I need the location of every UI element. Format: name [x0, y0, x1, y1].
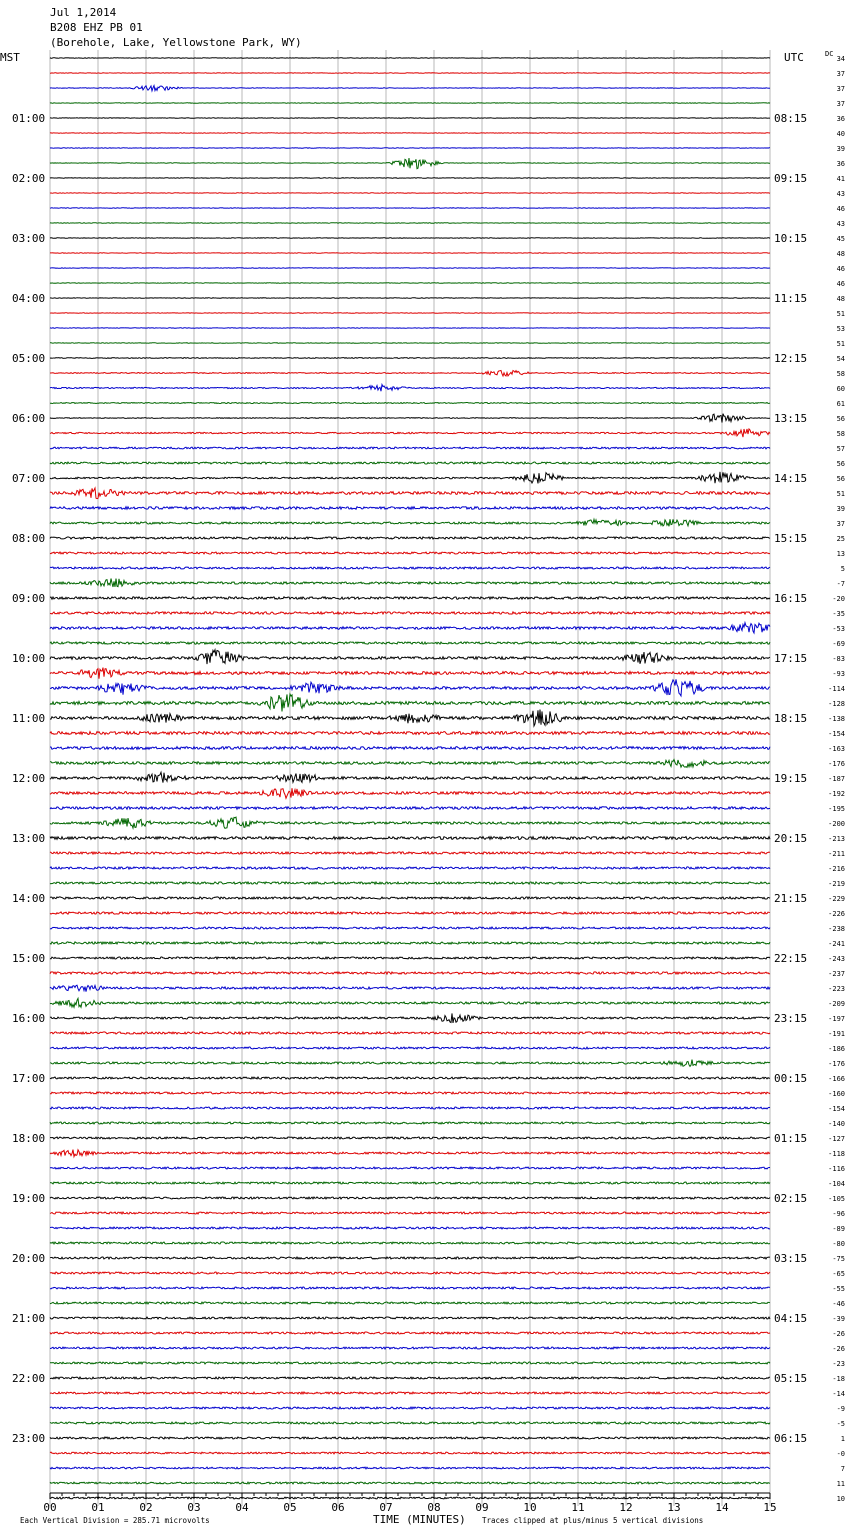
dc-offset-label: -213 [828, 835, 845, 843]
hour-label-utc: 18:15 [774, 712, 808, 725]
trace-row [50, 1407, 770, 1409]
dc-offset-label: 5 [840, 565, 845, 573]
dc-offset-label: 54 [836, 355, 845, 363]
hour-label-utc: 13:15 [774, 412, 808, 425]
trace-row [50, 519, 770, 526]
dc-offset-label: -116 [828, 1165, 845, 1173]
header-location: (Borehole, Lake, Yellowstone Park, WY) [50, 36, 302, 49]
hour-label-mst: 10:00 [12, 652, 46, 665]
header-station: B208 EHZ PB 01 [50, 21, 143, 34]
hour-label-mst: 07:00 [12, 472, 46, 485]
dc-offset-label: -200 [828, 820, 845, 828]
dc-offset-label: -104 [828, 1180, 845, 1188]
scale-note: Each Vertical Division = 285.71 microvolts [20, 1516, 210, 1525]
dc-offset-label: 60 [836, 385, 845, 393]
trace-row [50, 403, 770, 404]
trace-row [50, 612, 770, 614]
dc-offset-label: -5 [836, 1420, 845, 1428]
trace-row [50, 597, 770, 599]
dc-label: DC [825, 50, 834, 58]
trace-row [50, 1422, 770, 1424]
trace-row [50, 103, 770, 104]
hour-label-utc: 16:15 [774, 592, 808, 605]
hour-label-mst: 01:00 [12, 112, 46, 125]
dc-offset-label: -26 [832, 1345, 845, 1353]
dc-offset-label: -26 [832, 1330, 845, 1338]
trace-row [50, 1302, 770, 1304]
hour-label-mst: 17:00 [12, 1072, 46, 1085]
trace-row [50, 208, 770, 209]
trace-row [50, 1392, 770, 1394]
hour-label-mst: 16:00 [12, 1012, 46, 1025]
dc-offset-label: -226 [828, 910, 845, 918]
dc-offset-label: -216 [828, 865, 845, 873]
dc-offset-label: 10 [836, 1495, 845, 1503]
trace-row [50, 298, 770, 299]
trace-row [50, 927, 770, 929]
dc-offset-label: 36 [836, 115, 845, 123]
dc-offset-label: -96 [832, 1210, 845, 1218]
hour-label-utc: 21:15 [774, 892, 808, 905]
trace-row [50, 472, 770, 484]
dc-offset-label: 37 [836, 70, 845, 78]
dc-offset-label: -114 [828, 685, 845, 693]
dc-offset-label: -211 [828, 850, 845, 858]
hour-label-utc: 08:15 [774, 112, 808, 125]
hour-label-mst: 15:00 [12, 952, 46, 965]
trace-row [50, 985, 770, 991]
hour-label-utc: 00:15 [774, 1072, 808, 1085]
trace-row [50, 537, 770, 539]
dc-offset-label: -127 [828, 1135, 845, 1143]
trace-row [50, 1482, 770, 1484]
trace-row [50, 1060, 770, 1067]
x-tick-label: 10 [523, 1501, 537, 1514]
trace-row [50, 1107, 770, 1109]
trace-row [50, 1452, 770, 1454]
trace-row [50, 1032, 770, 1034]
dc-offset-label: -209 [828, 1000, 845, 1008]
dc-offset-label: 41 [836, 175, 845, 183]
trace-row [50, 732, 770, 735]
dc-offset-label: 40 [836, 130, 845, 138]
dc-offset-label: -128 [828, 700, 845, 708]
trace-row [50, 1092, 770, 1094]
trace-row [50, 1317, 770, 1319]
hour-label-utc: 17:15 [774, 652, 808, 665]
trace-row [50, 694, 770, 711]
trace-row [50, 507, 770, 510]
dc-offset-label: -118 [828, 1150, 845, 1158]
trace-row [50, 133, 770, 134]
trace-row [50, 358, 770, 359]
x-tick-label: 01 [91, 1501, 105, 1514]
dc-offset-label: 56 [836, 415, 845, 423]
trace-row [50, 1077, 770, 1079]
dc-offset-label: -23 [832, 1360, 845, 1368]
hour-label-mst: 09:00 [12, 592, 46, 605]
trace-row [50, 1437, 770, 1439]
trace-row [50, 912, 770, 914]
trace-group [50, 58, 770, 1499]
dc-offset-label: -197 [828, 1015, 845, 1023]
dc-offset-label: 11 [836, 1480, 845, 1488]
dc-offset-label: 51 [836, 340, 845, 348]
trace-row [50, 193, 770, 194]
dc-offset-label: 25 [836, 535, 845, 543]
right-axis-title: UTC [784, 51, 804, 64]
hour-label-utc: 01:15 [774, 1132, 808, 1145]
dc-offset-label: 46 [836, 205, 845, 213]
hour-label-utc: 03:15 [774, 1252, 808, 1265]
trace-row [50, 1272, 770, 1274]
trace-row [50, 283, 770, 284]
trace-row [50, 942, 770, 944]
dc-offset-label: 51 [836, 310, 845, 318]
hour-label-utc: 10:15 [774, 232, 808, 245]
x-tick-label: 11 [571, 1501, 585, 1514]
dc-offset-label: -93 [832, 670, 845, 678]
dc-offset-label: 43 [836, 190, 845, 198]
trace-row [50, 86, 770, 91]
dc-offset-label: -7 [836, 580, 845, 588]
dc-offset-label: -46 [832, 1300, 845, 1308]
left-axis-title: MST [0, 51, 20, 64]
dc-offset-label: -243 [828, 955, 845, 963]
trace-row [50, 268, 770, 269]
hour-label-mst: 08:00 [12, 532, 46, 545]
trace-row [50, 668, 770, 679]
hour-label-utc: 15:15 [774, 532, 808, 545]
dc-offset-label: -191 [828, 1030, 845, 1038]
dc-offset-label: 58 [836, 430, 845, 438]
hour-label-mst: 21:00 [12, 1312, 46, 1325]
dc-offset-label: -195 [828, 805, 845, 813]
dc-offset-label: -89 [832, 1225, 845, 1233]
dc-offset-label: -176 [828, 760, 845, 768]
trace-row [50, 1167, 770, 1169]
hour-label-utc: 22:15 [774, 952, 808, 965]
dc-offset-label: -138 [828, 715, 845, 723]
dc-offset-label: 45 [836, 235, 845, 243]
dc-offset-label: 13 [836, 550, 845, 558]
header-date: Jul 1,2014 [50, 6, 117, 19]
dc-offset-label: 48 [836, 295, 845, 303]
trace-row [50, 414, 770, 423]
hour-label-utc: 06:15 [774, 1432, 808, 1445]
x-tick-label: 12 [619, 1501, 633, 1514]
hour-label-mst: 19:00 [12, 1192, 46, 1205]
dc-offset-label: -186 [828, 1045, 845, 1053]
dc-offset-label: -20 [832, 595, 845, 603]
trace-row [50, 882, 770, 884]
dc-offset-label: 46 [836, 280, 845, 288]
dc-offset-label: -105 [828, 1195, 845, 1203]
trace-row [50, 972, 770, 974]
trace-row [50, 313, 770, 314]
trace-row [50, 710, 770, 726]
trace-row [50, 1150, 770, 1157]
x-tick-label: 02 [139, 1501, 153, 1514]
hour-label-mst: 04:00 [12, 292, 46, 305]
dc-offset-label: 51 [836, 490, 845, 498]
dc-offset-label: -154 [828, 730, 845, 738]
dc-offset-label: -154 [828, 1105, 845, 1113]
hour-label-mst: 20:00 [12, 1252, 46, 1265]
dc-offset-label: -18 [832, 1375, 845, 1383]
trace-row [50, 148, 770, 149]
dc-offset-label: -163 [828, 745, 845, 753]
trace-row [50, 579, 770, 587]
hour-label-mst: 02:00 [12, 172, 46, 185]
trace-row [50, 1287, 770, 1289]
x-tick-label: 06 [331, 1501, 345, 1514]
trace-row [50, 1377, 770, 1379]
dc-offset-label: -83 [832, 655, 845, 663]
x-tick-label: 13 [667, 1501, 681, 1514]
hour-label-mst: 12:00 [12, 772, 46, 785]
x-axis [43, 1493, 776, 1514]
trace-row [50, 1242, 770, 1244]
trace-row [50, 1122, 770, 1124]
dc-offset-label: -53 [832, 625, 845, 633]
dc-offset-label: -65 [832, 1270, 845, 1278]
dc-offset-label: -166 [828, 1075, 845, 1083]
trace-row [50, 772, 770, 782]
hour-label-utc: 04:15 [774, 1312, 808, 1325]
hour-label-utc: 23:15 [774, 1012, 808, 1025]
hour-label-utc: 19:15 [774, 772, 808, 785]
dc-offset-label: -55 [832, 1285, 845, 1293]
trace-row [50, 447, 770, 449]
trace-row [50, 1197, 770, 1199]
hour-label-utc: 11:15 [774, 292, 808, 305]
dc-offset-label: -0 [836, 1450, 845, 1458]
dc-offset-label: 57 [836, 445, 845, 453]
dc-offset-label: -241 [828, 940, 845, 948]
trace-row [50, 118, 770, 119]
hour-label-mst: 18:00 [12, 1132, 46, 1145]
trace-row [50, 747, 770, 750]
trace-row [50, 788, 770, 798]
hour-label-mst: 11:00 [12, 712, 46, 725]
hour-label-utc: 20:15 [774, 832, 808, 845]
trace-row [50, 817, 770, 828]
hour-label-utc: 09:15 [774, 172, 808, 185]
trace-row [50, 807, 770, 810]
trace-row [50, 650, 770, 664]
dc-offset-label: -80 [832, 1240, 845, 1248]
trace-row [50, 567, 770, 569]
trace-row [50, 552, 770, 554]
dc-offset-label: 39 [836, 145, 845, 153]
hour-label-mst: 03:00 [12, 232, 46, 245]
trace-row [50, 1362, 770, 1364]
right-hour-labels [774, 112, 807, 1445]
dc-offset-label: 43 [836, 220, 845, 228]
left-hour-labels [12, 112, 45, 1445]
dc-offset-label: -223 [828, 985, 845, 993]
trace-row [50, 897, 770, 899]
trace-row [50, 759, 770, 767]
trace-row [50, 957, 770, 959]
x-tick-label: 08 [427, 1501, 441, 1514]
x-tick-label: 05 [283, 1501, 297, 1514]
trace-row [50, 238, 770, 239]
hour-label-mst: 05:00 [12, 352, 46, 365]
hour-label-mst: 23:00 [12, 1432, 46, 1445]
x-tick-label: 04 [235, 1501, 249, 1514]
dc-offset-label: -69 [832, 640, 845, 648]
x-tick-label: 14 [715, 1501, 729, 1514]
dc-offset-label: -176 [828, 1060, 845, 1068]
trace-row [50, 429, 770, 437]
trace-row [50, 1227, 770, 1229]
trace-row [50, 1137, 770, 1139]
x-tick-label: 15 [763, 1501, 777, 1514]
dc-offset-label: -75 [832, 1255, 845, 1263]
clip-note: Traces clipped at plus/minus 5 vertical divisions [482, 1516, 704, 1525]
trace-row [50, 328, 770, 329]
trace-row [50, 158, 770, 169]
dc-offset-label: 56 [836, 475, 845, 483]
hour-label-mst: 06:00 [12, 412, 46, 425]
dc-offset-label: -238 [828, 925, 845, 933]
dc-offset-label: 36 [836, 160, 845, 168]
trace-row [50, 488, 770, 499]
x-tick-label: 09 [475, 1501, 489, 1514]
hour-label-utc: 14:15 [774, 472, 808, 485]
dc-offset-label: -187 [828, 775, 845, 783]
trace-row [50, 1497, 770, 1499]
x-tick-label: 03 [187, 1501, 201, 1514]
dc-offset-label: -35 [832, 610, 845, 618]
trace-row [50, 837, 770, 840]
trace-row [50, 178, 770, 179]
dc-offset-label: -140 [828, 1120, 845, 1128]
dc-offset-label: 46 [836, 265, 845, 273]
dc-offset-label: 37 [836, 520, 845, 528]
dc-offset-label: 1 [840, 1435, 845, 1443]
trace-row [50, 642, 770, 644]
dc-offset-label: -9 [836, 1405, 845, 1413]
dc-offset-label: 61 [836, 400, 845, 408]
trace-row [50, 385, 770, 392]
dc-offset-label: -229 [828, 895, 845, 903]
trace-row [50, 1257, 770, 1259]
trace-row [50, 58, 770, 59]
trace-row [50, 1332, 770, 1334]
trace-row [50, 1467, 770, 1469]
dc-offset-label: 39 [836, 505, 845, 513]
trace-row [50, 73, 770, 74]
dc-offset-label: 37 [836, 85, 845, 93]
hour-label-mst: 13:00 [12, 832, 46, 845]
dc-offset-label: 37 [836, 100, 845, 108]
dc-offset-labels [828, 55, 845, 1503]
trace-row [50, 370, 770, 376]
x-axis-title: TIME (MINUTES) [373, 1513, 466, 1526]
hour-label-mst: 14:00 [12, 892, 46, 905]
trace-row [50, 998, 770, 1007]
dc-offset-label: 34 [836, 55, 845, 63]
trace-row [50, 1047, 770, 1049]
dc-offset-label: 53 [836, 325, 845, 333]
trace-row [50, 1212, 770, 1214]
dc-offset-label: 48 [836, 250, 845, 258]
trace-row [50, 1013, 770, 1022]
dc-offset-label: -192 [828, 790, 845, 798]
dc-offset-label: -160 [828, 1090, 845, 1098]
dc-offset-label: 56 [836, 460, 845, 468]
x-tick-label: 07 [379, 1501, 393, 1514]
dc-offset-label: -14 [832, 1390, 845, 1398]
dc-offset-label: -39 [832, 1315, 845, 1323]
trace-row [50, 679, 770, 696]
hour-label-utc: 12:15 [774, 352, 808, 365]
dc-offset-label: -219 [828, 880, 845, 888]
x-tick-label: 00 [43, 1501, 57, 1514]
dc-offset-label: 7 [840, 1465, 845, 1473]
trace-row [50, 1182, 770, 1184]
trace-row [50, 1347, 770, 1349]
trace-row [50, 867, 770, 869]
dc-offset-label: 58 [836, 370, 845, 378]
hour-label-utc: 05:15 [774, 1372, 808, 1385]
trace-row [50, 253, 770, 254]
trace-row [50, 223, 770, 224]
hour-label-utc: 02:15 [774, 1192, 808, 1205]
hour-label-mst: 22:00 [12, 1372, 46, 1385]
dc-offset-label: -237 [828, 970, 845, 978]
trace-row [50, 462, 770, 464]
trace-row [50, 852, 770, 854]
trace-row [50, 623, 770, 633]
trace-row [50, 343, 770, 344]
